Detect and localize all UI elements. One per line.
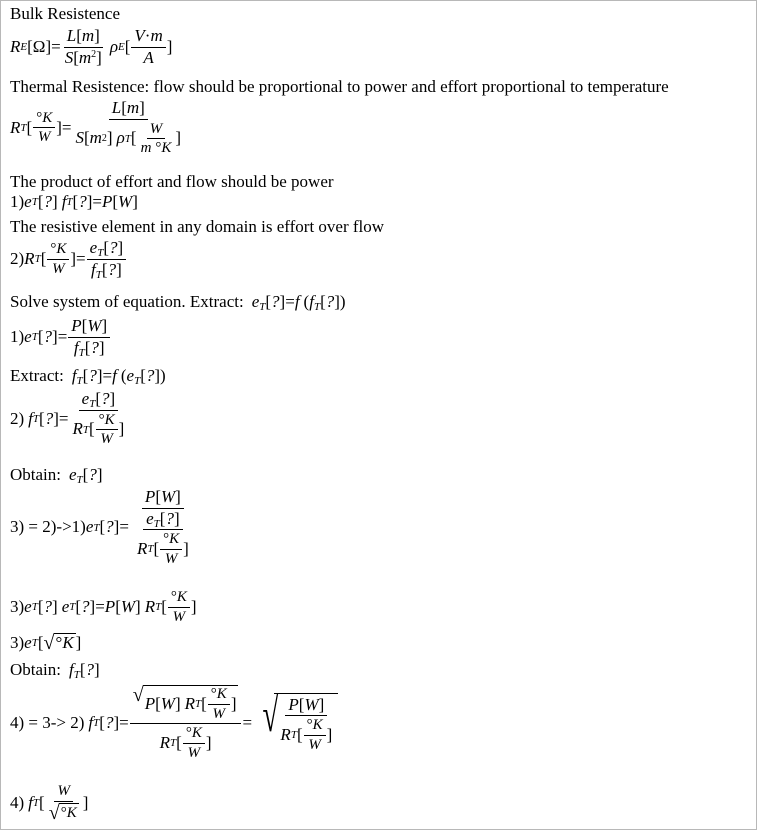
equation-2-flow: 2) f T [ ? ] = $e_T[?]$ R T [ $\frac{^\circ K}{W}$ ] xyxy=(10,389,125,448)
heading-bulk-resistance: Bulk Resistence xyxy=(10,4,121,23)
text-effort-flow-power: The product of effort and flow should be power xyxy=(10,172,334,191)
equation-3-substitution: 3) = 2)->1) e T [ ? ] = P[W] $e_T[?]$ R T [ $\frac{^\circ K}{W}$ ] xyxy=(10,487,189,567)
text-obtain-flow: Obtain: $f_T[?]$ xyxy=(10,660,100,681)
heading-thermal-resistance: Thermal Resistence: flow should be proportional to power and effort proportional to temperature xyxy=(10,77,669,96)
text-obtain-effort: Obtain: $e_T[?]$ xyxy=(10,465,103,486)
equation-thermal-resistance: R T [ $\frac{^\circ K}{W}$ ] = L[m] S [ m 2 ] ρ T [ $\frac{W}{m ^\circ K}$ ] xyxy=(10,98,182,157)
equation-3-effort-units: 3) e T [ √ ° K ] xyxy=(10,632,82,654)
equation-1-effort: 1) e T [ ? ] = $\frac{P[W]}{f_T[?]}$ xyxy=(10,317,111,357)
text-extract-flow: Extract: $f_T[?]=f$ $(e_T[?])$ xyxy=(10,366,166,387)
equation-4-flow-units: 4) f T [ W √ ° K ] xyxy=(10,783,89,824)
equation-4-substitution: 4) = 3-> 2) f T [ ? ] = √ P [ W ] R T [ $\frac{^\circ K}{W}$ ] R T [ $\frac{^\circ K}{W}$ ] = √ P[W] R T [ $\frac{^\circ K}{W}$ ] xyxy=(10,685,338,761)
equation-1-power: 1) e T [ ? ] f T [ ? ] = P [ W ] xyxy=(10,192,138,211)
text-solve-extract-effort: Solve system of equation. Extract: $e_T[?]=f$ $(f_T[?])$ xyxy=(10,292,346,313)
equation-bulk-resistance: R E [ Ω ] = $\frac{L[m]}{S[m^2]}$ ρ E [ $\frac{V\cdot m}{A}$ ] xyxy=(10,26,173,67)
text-resistive-element: The resistive element in any domain is effort over flow xyxy=(10,217,385,236)
equation-3-product: 3) e T [ ? ] e T [ ? ] = P [ W ] R T [ $\frac{^\circ K}{W}$ ] xyxy=(10,589,197,625)
equation-2-resistance: 2) R T [ $\frac{^\circ K}{W}$ ] = $\frac{e_T[?]}{f_T[?]}$ xyxy=(10,239,127,279)
